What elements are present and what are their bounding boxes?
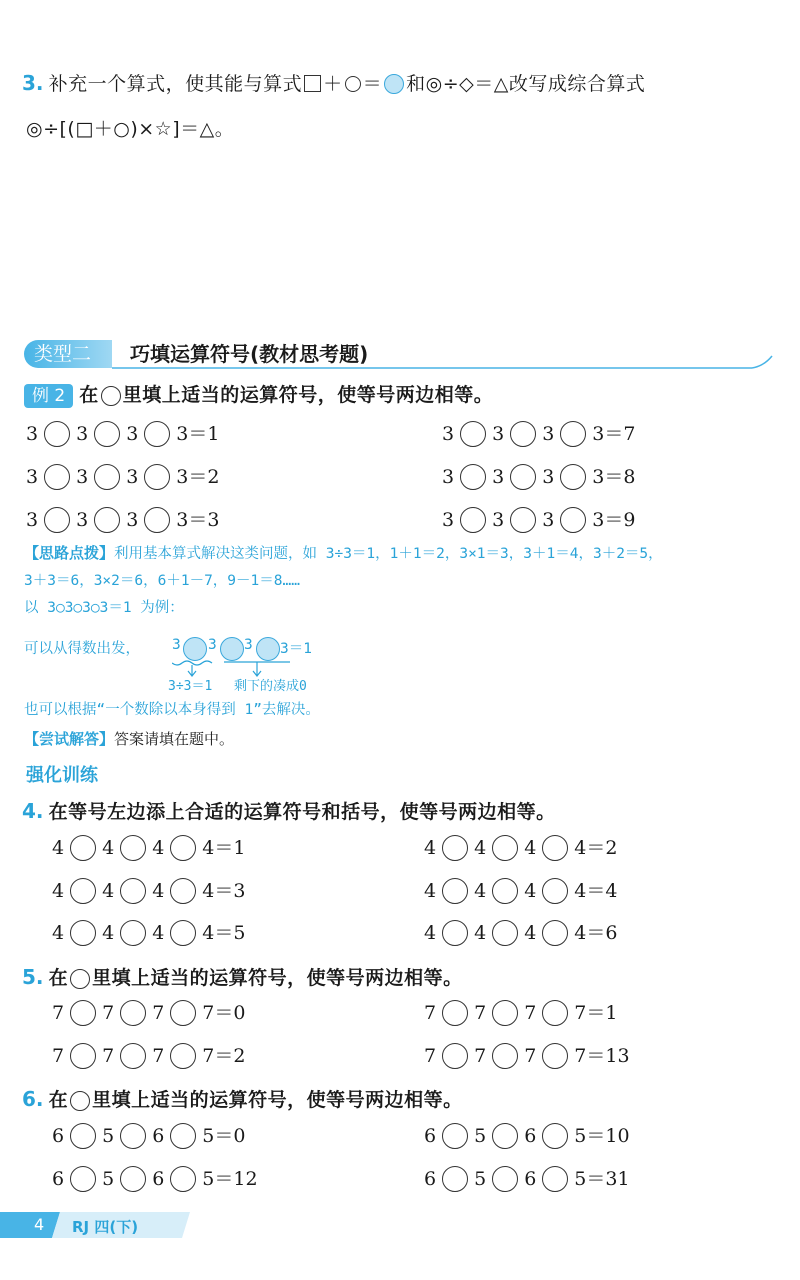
- operand: 3: [442, 423, 455, 445]
- operand: 6: [524, 1168, 537, 1190]
- operator-blank-circle[interactable]: [170, 1000, 196, 1026]
- operator-blank-circle[interactable]: [510, 464, 536, 490]
- operand: 4: [202, 922, 215, 944]
- operator-blank-circle[interactable]: [442, 1043, 468, 1069]
- equation: [52, 918, 245, 946]
- operand: 6: [52, 1168, 65, 1190]
- operator-blank-circle[interactable]: [560, 464, 586, 490]
- question-text: 补充一个算式，使其能与算式 ＋ ＝ 和◎÷◇＝△改写成综合算式: [48, 73, 646, 95]
- operator-blank-circle[interactable]: [460, 507, 486, 533]
- equation-result: ＝7: [604, 423, 636, 445]
- operator-blank-circle[interactable]: [44, 464, 70, 490]
- equation-result: ＝31: [586, 1168, 630, 1190]
- hint-block: [24, 540, 794, 622]
- operand: 3: [76, 466, 89, 488]
- operand: 3: [592, 509, 605, 531]
- operator-blank-circle[interactable]: [560, 507, 586, 533]
- equation-result: ＝5: [214, 922, 246, 944]
- operator-blank-circle[interactable]: [492, 920, 518, 946]
- operator-blank-circle[interactable]: [460, 421, 486, 447]
- operator-blank-circle[interactable]: [120, 1123, 146, 1149]
- operator-blank-circle[interactable]: [70, 1000, 96, 1026]
- operator-blank-circle[interactable]: [492, 1123, 518, 1149]
- operator-blank-circle[interactable]: [70, 835, 96, 861]
- operator-blank-circle[interactable]: [542, 1043, 568, 1069]
- operator-blank-circle[interactable]: [170, 1043, 196, 1069]
- operand: 3: [542, 509, 555, 531]
- operand: 4: [52, 922, 65, 944]
- operand: 3: [176, 423, 189, 445]
- operator-blank-circle[interactable]: [542, 1000, 568, 1026]
- operand: 5: [102, 1125, 115, 1147]
- equation-result: ＝0: [214, 1125, 246, 1147]
- blank-circle-icon: [70, 1091, 90, 1111]
- question-number: 3.: [22, 71, 44, 95]
- equation: [424, 1041, 630, 1069]
- hint-label: 【思路点拨】: [24, 544, 115, 562]
- operator-blank-circle[interactable]: [542, 835, 568, 861]
- operand: 3: [26, 509, 39, 531]
- operand: 7: [102, 1002, 115, 1024]
- operand: 7: [102, 1045, 115, 1067]
- filled-circle-icon: [183, 637, 207, 661]
- operator-blank-circle[interactable]: [170, 1123, 196, 1149]
- operator-blank-circle[interactable]: [542, 920, 568, 946]
- operator-blank-circle[interactable]: [170, 920, 196, 946]
- operator-blank-circle[interactable]: [492, 878, 518, 904]
- equation: [424, 998, 617, 1026]
- hint-line-3: 以 3○3○3○3＝1 为例：: [24, 600, 184, 616]
- operand: 7: [52, 1045, 65, 1067]
- equation-result: ＝3: [214, 880, 246, 902]
- page-footer: [0, 1212, 200, 1238]
- operator-blank-circle[interactable]: [144, 421, 170, 447]
- square-shape-icon: [304, 75, 321, 92]
- operand: 7: [202, 1045, 215, 1067]
- blank-circle-icon: [101, 386, 121, 406]
- operand: 5: [102, 1168, 115, 1190]
- operator-blank-circle[interactable]: [460, 464, 486, 490]
- circle-shape-icon: [345, 76, 361, 92]
- question-text-line2: ◎÷[(□＋○)×☆]＝△。: [26, 118, 235, 140]
- operand: 3: [542, 423, 555, 445]
- operator-blank-circle[interactable]: [542, 1166, 568, 1192]
- operator-blank-circle[interactable]: [542, 878, 568, 904]
- operand: 3: [126, 423, 139, 445]
- operator-blank-circle[interactable]: [70, 1166, 96, 1192]
- operator-blank-circle[interactable]: [44, 507, 70, 533]
- hint-line-2: 3＋3＝6，3×2＝6，6＋1－7，9－1＝8……: [24, 573, 300, 589]
- operator-blank-circle[interactable]: [510, 421, 536, 447]
- equation: [52, 876, 245, 904]
- equation-result: ＝1: [586, 1002, 618, 1024]
- hint-diagram: 3 3 3 3＝1 3÷3＝1 剩下的凑成0: [168, 637, 312, 694]
- operator-blank-circle[interactable]: [170, 1166, 196, 1192]
- example-heading: 例 2 在 里填上适当的运算符号，使等号两边相等。: [24, 380, 493, 408]
- operand: 3: [442, 466, 455, 488]
- operand: 3: [176, 466, 189, 488]
- operator-blank-circle[interactable]: [492, 1000, 518, 1026]
- operator-blank-circle[interactable]: [144, 464, 170, 490]
- operand: 7: [424, 1002, 437, 1024]
- blank-circle-icon: [70, 969, 90, 989]
- question-5-heading: 5. 在 里填上适当的运算符号，使等号两边相等。: [22, 965, 463, 989]
- operand: 3: [492, 509, 505, 531]
- operand: 3: [26, 466, 39, 488]
- type-badge: 类型二: [24, 340, 112, 368]
- equation: [424, 1121, 630, 1149]
- operand: 4: [474, 880, 487, 902]
- operand: 3: [126, 466, 139, 488]
- operator-blank-circle[interactable]: [70, 1123, 96, 1149]
- filled-circle-icon: [384, 74, 404, 94]
- operand: 4: [102, 880, 115, 902]
- operand: 4: [424, 880, 437, 902]
- operator-blank-circle[interactable]: [120, 1000, 146, 1026]
- equation: [52, 1041, 245, 1069]
- operand: 7: [202, 1002, 215, 1024]
- equation-result: ＝2: [214, 1045, 246, 1067]
- equation: [424, 1164, 630, 1192]
- section-header: [24, 338, 774, 370]
- operand: 6: [424, 1125, 437, 1147]
- operator-blank-circle[interactable]: [144, 507, 170, 533]
- operand: 4: [524, 837, 537, 859]
- operand: 7: [524, 1045, 537, 1067]
- equation: [442, 419, 635, 447]
- page-number: 4: [34, 1215, 45, 1234]
- filled-circle-icon: [256, 637, 280, 661]
- filled-circle-icon: [220, 637, 244, 661]
- equation-result: ＝9: [604, 509, 636, 531]
- example-badge: 例 2: [24, 384, 73, 408]
- operand: 4: [102, 837, 115, 859]
- equation: [52, 1121, 245, 1149]
- operand: 7: [524, 1002, 537, 1024]
- operand: 4: [424, 922, 437, 944]
- equation: [442, 462, 635, 490]
- operand: 3: [76, 509, 89, 531]
- operand: 6: [524, 1125, 537, 1147]
- operator-blank-circle[interactable]: [442, 878, 468, 904]
- operand: 4: [52, 880, 65, 902]
- equation-result: ＝13: [586, 1045, 630, 1067]
- equation: [424, 833, 617, 861]
- try-label: 【尝试解答】: [24, 730, 115, 748]
- operand: 5: [574, 1168, 587, 1190]
- equation: [26, 505, 219, 533]
- equation-result: ＝3: [188, 509, 220, 531]
- equation-result: ＝2: [188, 466, 220, 488]
- operand: 6: [152, 1125, 165, 1147]
- question-6-heading: 6. 在 里填上适当的运算符号，使等号两边相等。: [22, 1087, 463, 1111]
- operand: 3: [592, 423, 605, 445]
- equation-result: ＝12: [214, 1168, 258, 1190]
- operand: 3: [592, 466, 605, 488]
- equation-result: ＝6: [586, 922, 618, 944]
- operand: 3: [176, 509, 189, 531]
- equation-result: ＝2: [586, 837, 618, 859]
- edition-label: RJ 四(下): [72, 1218, 139, 1236]
- equation-result: ＝0: [214, 1002, 246, 1024]
- operand: 4: [574, 880, 587, 902]
- operand: 3: [542, 466, 555, 488]
- equation-result: ＝10: [586, 1125, 630, 1147]
- try-text: 答案请填在题中。: [114, 730, 235, 748]
- training-title: 强化训练: [26, 765, 98, 786]
- operator-blank-circle[interactable]: [120, 835, 146, 861]
- operator-blank-circle[interactable]: [442, 1166, 468, 1192]
- hint-diagram-line: 可以从得数出发，: [24, 641, 140, 657]
- operator-blank-circle[interactable]: [70, 878, 96, 904]
- operand: 7: [474, 1002, 487, 1024]
- operator-blank-circle[interactable]: [560, 421, 586, 447]
- operator-blank-circle[interactable]: [94, 464, 120, 490]
- operand: 3: [492, 423, 505, 445]
- operator-blank-circle[interactable]: [120, 920, 146, 946]
- equation: [424, 918, 617, 946]
- operator-blank-circle[interactable]: [120, 1166, 146, 1192]
- operand: 5: [474, 1168, 487, 1190]
- operator-blank-circle[interactable]: [44, 421, 70, 447]
- hint-line-1: 利用基本算式解决这类问题，如 3÷3＝1，1＋1＝2，3×1＝3，3＋1＝4，3＋2＝5，: [114, 546, 663, 562]
- operand: 4: [424, 837, 437, 859]
- operand: 3: [76, 423, 89, 445]
- operand: 5: [202, 1168, 215, 1190]
- operator-blank-circle[interactable]: [510, 507, 536, 533]
- operand: 4: [524, 880, 537, 902]
- operator-blank-circle[interactable]: [94, 421, 120, 447]
- equation-result: ＝1: [214, 837, 246, 859]
- operator-blank-circle[interactable]: [492, 1166, 518, 1192]
- operand: 4: [152, 880, 165, 902]
- operand: 4: [102, 922, 115, 944]
- operand: 7: [152, 1045, 165, 1067]
- operand: 4: [474, 922, 487, 944]
- operand: 7: [574, 1002, 587, 1024]
- operand: 7: [152, 1002, 165, 1024]
- section-title: 巧填运算符号(教材思考题): [130, 342, 369, 366]
- operator-blank-circle[interactable]: [170, 878, 196, 904]
- operand: 7: [52, 1002, 65, 1024]
- operand: 3: [26, 423, 39, 445]
- operand: 4: [524, 922, 537, 944]
- operator-blank-circle[interactable]: [442, 1123, 468, 1149]
- operand: 5: [202, 1125, 215, 1147]
- equation: [52, 998, 245, 1026]
- equation-result: ＝1: [188, 423, 220, 445]
- operand: 7: [574, 1045, 587, 1067]
- operator-blank-circle[interactable]: [120, 878, 146, 904]
- operand: 6: [424, 1168, 437, 1190]
- equation: [424, 876, 617, 904]
- operand: 6: [152, 1168, 165, 1190]
- equation-result: ＝4: [586, 880, 618, 902]
- operand: 4: [202, 837, 215, 859]
- operand: 5: [574, 1125, 587, 1147]
- operator-blank-circle[interactable]: [442, 835, 468, 861]
- operand: 3: [442, 509, 455, 531]
- operand: 4: [202, 880, 215, 902]
- operand: 7: [474, 1045, 487, 1067]
- operand: 4: [52, 837, 65, 859]
- operator-blank-circle[interactable]: [492, 835, 518, 861]
- operand: 4: [152, 922, 165, 944]
- operand: 4: [152, 837, 165, 859]
- operand: 6: [52, 1125, 65, 1147]
- operator-blank-circle[interactable]: [442, 1000, 468, 1026]
- operator-blank-circle[interactable]: [442, 920, 468, 946]
- operator-blank-circle[interactable]: [70, 1043, 96, 1069]
- operand: 3: [126, 509, 139, 531]
- operand: 5: [474, 1125, 487, 1147]
- operator-blank-circle[interactable]: [94, 507, 120, 533]
- equation: [52, 1164, 258, 1192]
- operand: 4: [574, 837, 587, 859]
- operator-blank-circle[interactable]: [70, 920, 96, 946]
- operand: 4: [574, 922, 587, 944]
- try-answer: [24, 728, 234, 749]
- operand: 3: [492, 466, 505, 488]
- equation: [442, 505, 635, 533]
- operator-blank-circle[interactable]: [120, 1043, 146, 1069]
- equation: [26, 419, 219, 447]
- operator-blank-circle[interactable]: [542, 1123, 568, 1149]
- equation-result: ＝8: [604, 466, 636, 488]
- equation: [26, 462, 219, 490]
- operand: 7: [424, 1045, 437, 1067]
- operand: 4: [474, 837, 487, 859]
- question-3: [22, 68, 782, 141]
- operator-blank-circle[interactable]: [492, 1043, 518, 1069]
- equation: [52, 833, 245, 861]
- question-4-heading: 4. 在等号左边添上合适的运算符号和括号，使等号两边相等。: [22, 799, 556, 823]
- hint-line-5: 也可以根据“一个数除以本身得到 1”去解决。: [24, 702, 320, 718]
- operator-blank-circle[interactable]: [170, 835, 196, 861]
